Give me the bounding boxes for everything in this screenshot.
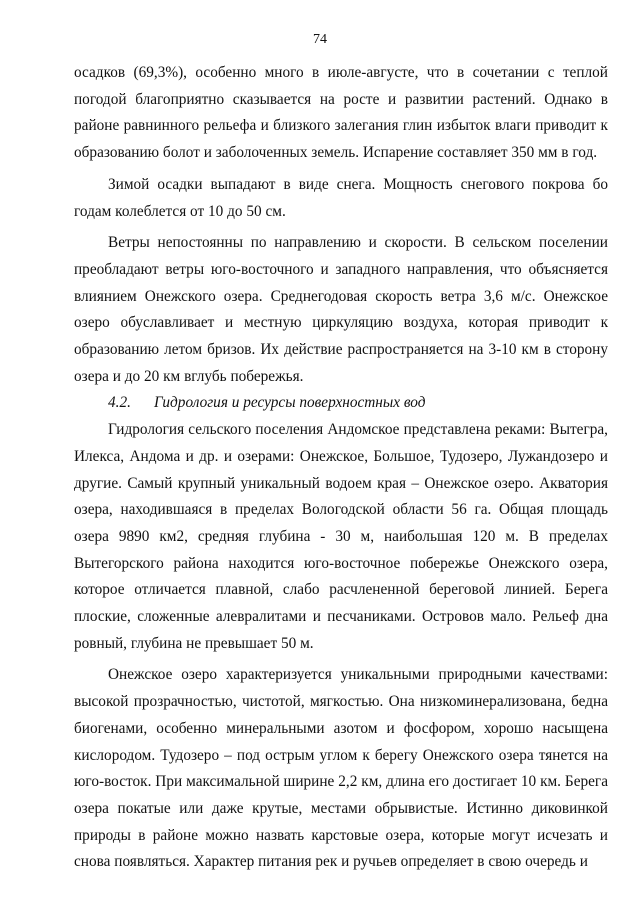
document-body xyxy=(74,60,608,876)
paragraph-winds: Ветры непостоянны по направлению и скорости. В сельском поселении преобладают ветры юго-восточного и западного направления, что объясняется влиянием Онежского озера. Среднегодовая скорость ветра 3,6 м/с. Онежское озеро обуславливает и местную циркуляцию воздуха, которая приводит к образованию летом бризов. Их действие распространяется на 3-10 км в сторону озера и до 20 км вглубь побережья. xyxy=(74,234,608,385)
section-heading xyxy=(74,390,608,417)
section-title: Гидрология и ресурсы поверхностных вод xyxy=(154,394,426,412)
paragraph-hydrology: Гидрология сельского поселения Андомское представлена реками: Вытегра, Илекса, Андома и др. и озерами: Онежское, Большое, Тудозеро, Лужандозеро и другие. Самый крупный уникальный водоем края – Онежское озеро. Акватория озера, находившаяся в пределах Вологодской области 56 га. Общая площадь озера 9890 км2, средняя глубина - 30 м, наибольшая 120 м. В пределах Вытегорского района находится юго-восточное побережье Онежского озера, которое отличается плавной, слабо расчлененной береговой линией. Берега плоские, сложенные алевралитами и песчаниками. Островов мало. Рельеф дна ровный, глубина не превышает 50 м. xyxy=(74,421,608,652)
page-number: 74 xyxy=(313,32,327,47)
paragraph-precipitation: осадков (69,3%), особенно много в июле-августе, что в сочетании с теплой погодой благоприятно сказывается на росте и развитии растений. Однако в районе равнинного рельефа и близкого залегания глин избыток влаги приводит к образованию болот и заболоченных земель. Испарение составляет 350 мм в год. xyxy=(74,64,608,162)
paragraph-onega-lake: Онежское озеро характеризуется уникальными природными качествами: высокой прозрачностью, чистотой, мягкостью. Она низкоминерализована, бедна биогенами, особенно минеральными азотом и фосфором, хорошо насыщена кислородом. Тудозеро – под острым углом к берегу Онежского озера тянется на юго-восток. При максимальной ширине 2,2 км, длина его достигает 10 км. Берега озера покатые или даже крутые, местами обрывистые. Истинно диковинкой природы в районе можно назвать карстовые озера, которые могут исчезать и снова появляться. Характер питания рек и ручьев определяет в свою очередь и xyxy=(74,666,608,871)
paragraph-snow: Зимой осадки выпадают в виде снега. Мощность снегового покрова бо годам колеблется от 10 до 50 см. xyxy=(74,175,608,220)
section-number: 4.2. xyxy=(108,394,131,412)
